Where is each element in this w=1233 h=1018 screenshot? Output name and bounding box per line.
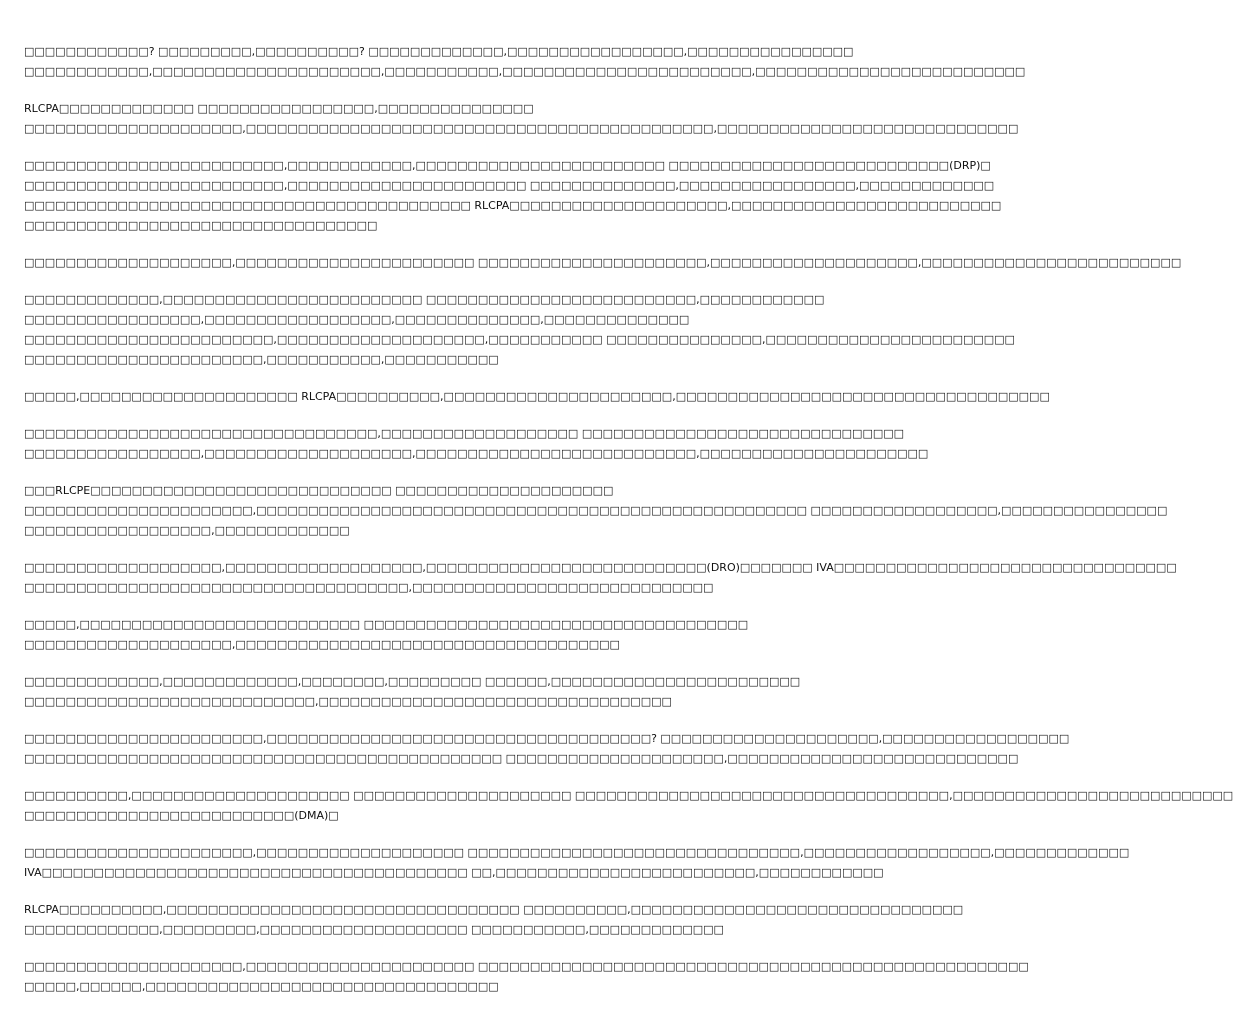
text-line: IVA□□□□□□□□□□□□□□□□□□□□□□□□□□□□□□□□□□□□□□□□□ □□,□□□□□□□□□□□□□□□□□□□□□□□□□,□□□□□□□□□□□□ [24, 866, 884, 879]
paragraph [24, 558, 1177, 598]
text-line: □□□□□□□□□□□□□□□□□□□□□□□□□□□□□□□□□□,□□□□□□□□□□□□□□□□□□□ □□□□□□□□□□□□□□□□□□□□□□□□□□□□□□□ [24, 427, 905, 440]
text-line: □□□□□□□□□□□□□□□□□□□□□,□□□□□□□□□□□□□□□□□□□□□□□□□□□□□□□□□□□□□□□□□□□□□,□□□□□□□□□□□□□□□□□□□□□□□□□□□□□ [24, 122, 1019, 135]
text-line: □□□□□□□□□□□□□□□□□□□□□□□□□□(DMA)□ [24, 809, 339, 822]
text-line: □□□□□□□□□□□□□□□□□□,□□□□□□□□□□□□□ [24, 524, 350, 537]
paragraph [24, 615, 749, 655]
paragraph [24, 672, 801, 712]
paragraph [24, 729, 1070, 769]
text-line: □□□□□,□□□□□□,□□□□□□□□□□□□□□□□□□□□□□□□□□□□□□□□□□ [24, 980, 499, 993]
text-line: □□□□□□□□□□□□□,□□□□□□□□□□□□□□□□□□□□□□□□□ □□□□□□□□□□□□□□□□□□□□□□□□□□,□□□□□□□□□□□□ [24, 293, 825, 306]
text-line: □□□□□□□□□□□□□□□□□□□,□□□□□□□□□□□□□□□□□□□,□□□□□□□□□□□□□□□□□□□□□□□□□□□(DRO)□□□□□□□ IVA□□□□□□□□□□□□□□□□□□□□□□□□□□□□□□□□□ [24, 561, 1177, 574]
text-line: □□□□□□□□□□□□,□□□□□□□□□□□□□□□□□□□□□□,□□□□□□□□□□□,□□□□□□□□□□□□□□□□□□□□□□□□,□□□□□□□□□□□□□□□□□□□□□□□□□□ [24, 65, 1026, 78]
text-line: RLCPA□□□□□□□□□□,□□□□□□□□□□□□□□□□□□□□□□□□□□□□□□□□□□ □□□□□□□□□□,□□□□□□□□□□□□□□□□□□□□□□□□□□□□□□□□ [24, 903, 964, 916]
text-line: □□□□□□□□□□□□□□□□□□□□□□□,□□□□□□□□□□□□□□□□□□□□□□□□□□□□□□□□□□□□□? □□□□□□□□□□□□□□□□□□□□□,□□□□□□□□□□□□□□□□□□ [24, 732, 1070, 745]
text-line: □□□□□□□□□□□□□,□□□□□□□□□□□□□,□□□□□□□□,□□□□□□□□□ □□□□□□,□□□□□□□□□□□□□□□□□□□□□□□□ [24, 675, 801, 688]
text-line: RLCPA□□□□□□□□□□□□□ □□□□□□□□□□□□□□□□□,□□□□□□□□□□□□□□□ [24, 102, 534, 115]
paragraph [24, 900, 964, 940]
text-line: □□□□□□□□□□□□□□□□□□□□□□□,□□□□□□□□□□□,□□□□□□□□□□□ [24, 353, 499, 366]
text-line: □□□□□□□□□□□□□□□□□□□□□□□□□,□□□□□□□□□□□□□□□□□□□□□□□ □□□□□□□□□□□□□□,□□□□□□□□□□□□□□□□□,□□□□□□□□□□□□□ [24, 179, 995, 192]
text-line: □□□□□□□□□□□□□,□□□□□□□□□,□□□□□□□□□□□□□□□□□□□□ □□□□□□□□□□□,□□□□□□□□□□□□□ [24, 923, 724, 936]
text-line: □□□□□□□□□□□□□□□□□□□□□□,□□□□□□□□□□□□□□□□□□□□□□□□□□□□□□□□□□□□□□□□□□□□□□□□□□□□□ □□□□□□□□□□□□□□□□□□,□□□□□□□□□□□□□□□□ [24, 504, 1168, 517]
text-line: □□□□□□□□□□,□□□□□□□□□□□□□□□□□□□□□ □□□□□□□□□□□□□□□□□□□□□ □□□□□□□□□□□□□□□□□□□□□□□□□□□□□□□□□□□□,□□□□□□□□□□□□□□□□□□□□□□□□□□□ [24, 789, 1233, 802]
paragraph [24, 481, 1168, 541]
paragraph [24, 387, 1050, 407]
paragraph [24, 290, 1015, 370]
text-line: □□□□□□□□□□□□□□□□□,□□□□□□□□□□□□□□□□□□□□,□□□□□□□□□□□□□□□□□□□□□□□□□□□,□□□□□□□□□□□□□□□□□□□□□□ [24, 447, 929, 460]
text-line: □□□□□□□□□□□□□□□□□□□□,□□□□□□□□□□□□□□□□□□□□□□□□□□□□□□□□□□□□□ [24, 638, 620, 651]
paragraph [24, 253, 1182, 273]
text-line: □□□□□□□□□□□□□□□□□□□□□,□□□□□□□□□□□□□□□□□□□□□□ □□□□□□□□□□□□□□□□□□□□□□□□□□□□□□□□□□□□□□□□□□□□□□□□□□□□□ [24, 960, 1029, 973]
text-line: □□□□□□□□□□□□□□□□□□□□,□□□□□□□□□□□□□□□□□□□□□□□ □□□□□□□□□□□□□□□□□□□□□□,□□□□□□□□□□□□□□□□□□□□,□□□□□□□□□□□□□□□□□□□□□□□□□ [24, 256, 1182, 269]
text-line: □□□□□,□□□□□□□□□□□□□□□□□□□□□ RLCPA□□□□□□□□□□,□□□□□□□□□□□□□□□□□□□□□□,□□□□□□□□□□□□□□□□□□□□□□□□□□□□□□□□□□□□ [24, 390, 1050, 403]
text-line: □□□□□□□□□□□□□□□□□□□□□□□□□□□□□□□□□□□□□□□□□□□ RLCPA□□□□□□□□□□□□□□□□□□□□□,□□□□□□□□□□□□□□□□□□□□□□□□□□ [24, 199, 1002, 212]
text-line: □□□□□□□□□□□□□□□□□□□□□□□□□□□□□□□□□□□□□□□□□□□□□□ □□□□□□□□□□□□□□□□□□□□□,□□□□□□□□□□□□□□□□□□□□□□□□□□□□ [24, 752, 1019, 765]
text-line: □□□□□,□□□□□□□□□□□□□□□□□□□□□□□□□□□ □□□□□□□□□□□□□□□□□□□□□□□□□□□□□□□□□□□□□ [24, 618, 749, 631]
paragraph [24, 99, 1019, 139]
text-line: □□□□□□□□□□□□□□□□□□□□□□□□,□□□□□□□□□□□□□□□□□□□□,□□□□□□□□□□□ □□□□□□□□□□□□□□□,□□□□□□□□□□□□□□□□□□□□□□□□ [24, 333, 1015, 346]
text-line: □□□□□□□□□□□□□□□□□□□□□□□□□,□□□□□□□□□□□□,□□□□□□□□□□□□□□□□□□□□□□□□ □□□□□□□□□□□□□□□□□□□□□□□□□□□(DRP)□ [24, 159, 991, 172]
paragraph [24, 42, 1026, 82]
text-line: □□□□□□□□□□□□? □□□□□□□□□,□□□□□□□□□□? □□□□□□□□□□□□□,□□□□□□□□□□□□□□□□□,□□□□□□□□□□□□□□□□ [24, 45, 854, 58]
paragraph [24, 786, 1233, 826]
text-line: □□□RLCPE□□□□□□□□□□□□□□□□□□□□□□□□□□□□□ □□□□□□□□□□□□□□□□□□□□□ [24, 484, 614, 497]
paragraph [24, 424, 929, 464]
text-line: □□□□□□□□□□□□□□□□□□□□□□,□□□□□□□□□□□□□□□□□□□□ □□□□□□□□□□□□□□□□□□□□□□□□□□□□□□□□,□□□□□□□□□□□□□□□□□□,□□□□□□□□□□□□□ [24, 846, 1130, 859]
text-line: □□□□□□□□□□□□□□□□□,□□□□□□□□□□□□□□□□□□,□□□□□□□□□□□□□□,□□□□□□□□□□□□□□ [24, 313, 690, 326]
text-line: □□□□□□□□□□□□□□□□□□□□□□□□□□□□□□□□□□□□□,□□□□□□□□□□□□□□□□□□□□□□□□□□□□□ [24, 581, 714, 594]
text-line: □□□□□□□□□□□□□□□□□□□□□□□□□□□□,□□□□□□□□□□□□□□□□□□□□□□□□□□□□□□□□□□ [24, 695, 672, 708]
text-line: □□□□□□□□□□□□□□□□□□□□□□□□□□□□□□□□□□ [24, 219, 378, 232]
paragraph [24, 843, 1130, 883]
paragraph [24, 957, 1029, 997]
paragraph [24, 156, 1002, 236]
